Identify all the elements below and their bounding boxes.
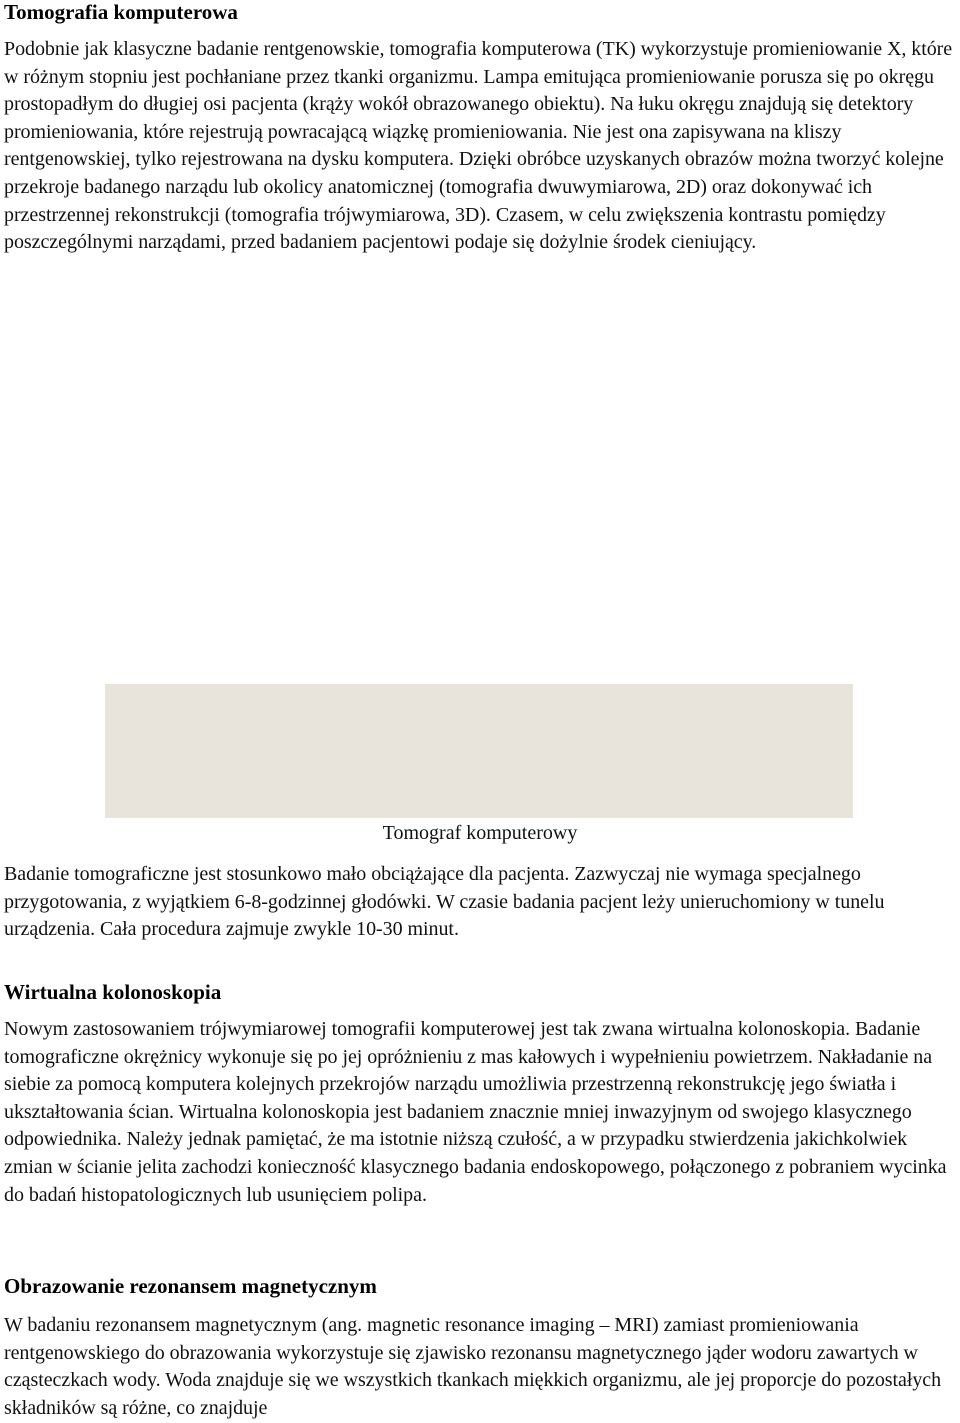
figure-caption: Tomograf komputerowy	[382, 822, 578, 844]
paragraph-tk-details: Badanie tomograficzne jest stosunkowo mało obciążające dla pacjenta. Zazwyczaj nie wymaga specjalnego przygotowania, z wyjątkiem 6-8-godzinnej głodówki. W czasie badania pacjent leży unieruchomiony w tunelu urządzenia. Cała procedura zajmuje zwykle 10-30 minut.	[4, 863, 885, 941]
section-heading-mri: Obrazowanie rezonansem magnetycznym	[4, 1274, 377, 1298]
paragraph-tk-intro: Podobnie jak klasyczne badanie rentgenowskie, tomografia komputerowa (TK) wykorzystuje promieniowanie X, które w różnym stopniu jest pochłaniane przez tkanki organizmu. Lampa emitująca promieniowanie porusza się po okręgu prostopadłym do długiej osi pacjenta (krąży wokół obrazowanego obiektu). Na łuku okręgu znajdują się detektory promieniowania, które rejestrują powracającą wiązkę promieniowania. Nie jest ona zapisywana na kliszy rentgenowskiej, tylko rejestrowana na dysku komputera. Dzięki obróbce uzyskanych obrazów można tworzyć kolejne przekroje badanego narządu lub okolicy anatomicznej (tomografia dwuwymiarowa, 2D) oraz dokonywać ich przestrzennej rekonstrukcji (tomografia trójwymiarowa, 3D). Czasem, w celu zwiększenia kontrastu pomiędzy poszczególnymi narządami, przed badaniem pacjentowi podaje się dożylnie środek cieniujący.	[4, 38, 953, 254]
paragraph-virtual-colonoscopy: Nowym zastosowaniem trójwymiarowej tomografii komputerowej jest tak zwana wirtualna kolonoskopia. Badanie tomograficzne okrężnicy wykonuje się po jej opróżnieniu z mas kałowych i wypełnieniu powietrzem. Nakładanie na siebie za pomocą komputera kolejnych przekrojów narządu umożliwia przestrzenną rekonstrukcję jego światła i ukształtowania ścian. Wirtualna kolonoskopia jest badaniem znacznie mniej inwazyjnym od swojego klasycznego odpowiednika. Należy jednak pamiętać, że ma istotnie niższą czułość, a w przypadku stwierdzenia jakichkolwiek zmian w ścianie jelita zachodzi konieczność klasycznego badania endoskopowego, połączonego z pobraniem wycinka do badań histopatologicznych lub usunięciem polipa.	[4, 1018, 947, 1206]
wall	[105, 684, 853, 818]
paragraph-mri: W badaniu rezonansem magnetycznym (ang. magnetic resonance imaging – MRI) zamiast promieniowania rentgenowskiego do obrazowania wykorzystuje się zjawisko rezonansu magnetycznego jąder wodoru zawartych w cząsteczkach wody. Woda znajduje się we wszystkich tkankach miękkich organizmu, ale jej proporcje do pozostałych składników są różne, co znajduje	[4, 1314, 942, 1419]
ct-scanner-picture	[105, 684, 853, 818]
section-heading-virtual-colonoscopy: Wirtualna kolonoskopia	[4, 980, 222, 1004]
section-heading-tk: Tomografia komputerowa	[4, 0, 238, 24]
